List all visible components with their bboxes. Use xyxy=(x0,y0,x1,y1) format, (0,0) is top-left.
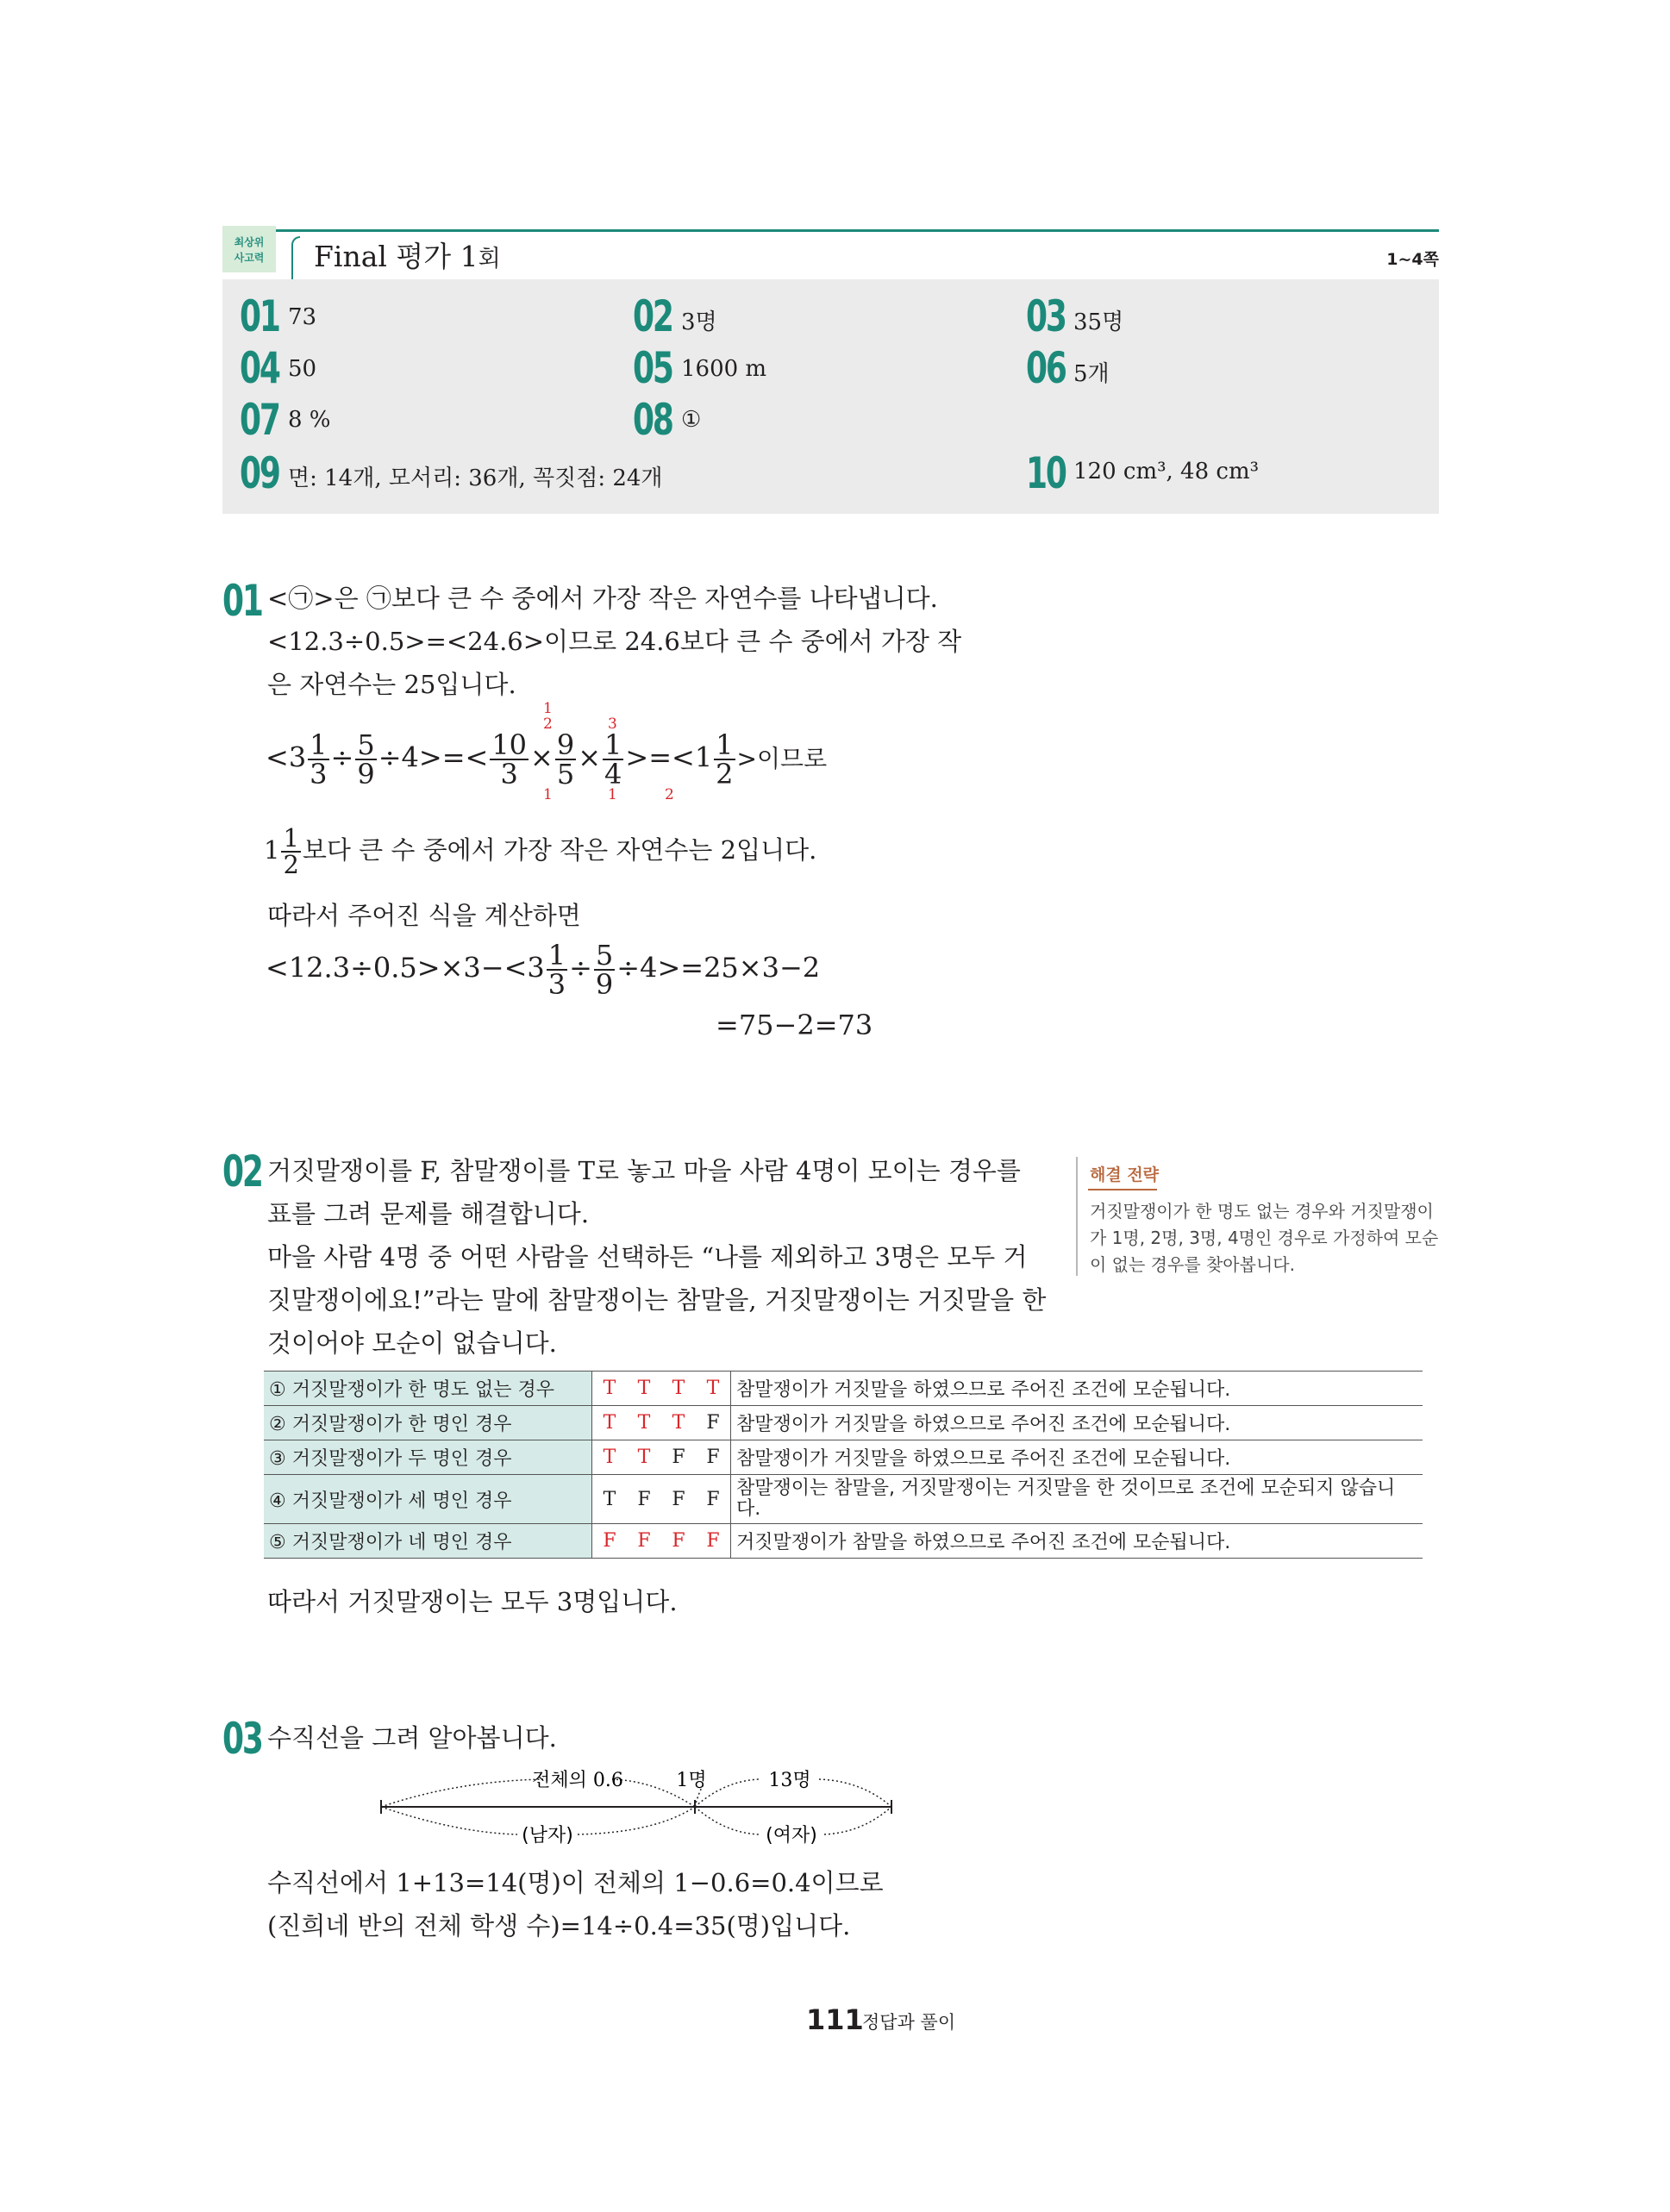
sol03-line3: (진희네 반의 전체 학생 수)=14÷0.4=35(명)입니다. xyxy=(267,1911,851,1940)
fraction: $\frac{1}{2}$ xyxy=(283,823,299,879)
label-thirteen: 13명 xyxy=(768,1770,811,1791)
label-one-person: 1명 xyxy=(676,1770,707,1791)
fraction: $\frac{1}{3}$ xyxy=(310,728,328,790)
sol03-line1: 수직선을 그려 알아봅니다. xyxy=(267,1723,557,1753)
fraction: $\frac{9}{5}$ xyxy=(556,728,575,790)
answer-value: 3명 xyxy=(681,309,717,335)
footer-label: 정답과 풀이 xyxy=(862,2012,956,2033)
answer-value: 1600 m xyxy=(681,356,767,382)
title-main: Final 평가 1 xyxy=(314,240,478,273)
sol01-calc2: =75−2=73 xyxy=(716,1009,873,1041)
cancel-mark: 2 xyxy=(665,786,674,803)
fraction: $\frac{1}{4}$ xyxy=(604,728,622,790)
solution-number: 03 xyxy=(222,1714,262,1764)
tip-text: 거짓말쟁이가 한 명도 없는 경우와 거짓말쟁이가 1명, 2명, 3명, 4명인 경우로 가정하여 모순이 없는 경우를 찾아봅니다. xyxy=(1090,1201,1439,1275)
answer-number: 08 xyxy=(633,395,672,445)
label-total-fraction: 전체의 0.6 xyxy=(532,1770,623,1791)
answer-number: 06 xyxy=(1026,343,1066,393)
sol02-conclusion: 따라서 거짓말쟁이는 모두 3명입니다. xyxy=(267,1587,678,1616)
answer-number: 07 xyxy=(240,395,279,445)
cancel-mark: 3 xyxy=(608,715,617,733)
answer-number: 04 xyxy=(240,343,279,393)
sol01-line1: <㉠>은 ㉠보다 큰 수 중에서 가장 작은 자연수를 나타냅니다. xyxy=(267,584,938,613)
answer-value: 50 xyxy=(288,356,317,382)
cancel-mark: 1 xyxy=(608,786,617,803)
answer-value: 5개 xyxy=(1073,361,1110,387)
answer-number: 10 xyxy=(1026,448,1066,498)
table-row: ④ 거짓말쟁이가 세 명인 경우 T F F F 참말쟁이는 참말을, 거짓말쟁이는 거짓말을 한 것이므로 조건에 모순되지 않습니다. xyxy=(264,1475,1423,1524)
label-male: (남자) xyxy=(522,1825,573,1846)
title-suffix: 회 xyxy=(478,246,501,272)
brand-logo: 최상위 사고력 xyxy=(222,226,276,272)
number-line-diagram xyxy=(371,1759,905,1862)
sol02-line: 마을 사람 4명 중 어떤 사람을 선택하든 “나를 제외하고 3명은 모두 거 xyxy=(267,1242,1028,1272)
answer-number: 05 xyxy=(633,343,672,393)
truth-table xyxy=(264,1371,1423,1559)
fraction: $\frac{1}{3}$ xyxy=(547,939,566,1001)
label-female: (여자) xyxy=(766,1825,817,1846)
solution-number: 01 xyxy=(222,576,262,626)
answer-number: 03 xyxy=(1026,291,1066,341)
fraction: $\frac{1}{2}$ xyxy=(716,728,734,790)
sol01-line5: 따라서 주어진 식을 계산하면 xyxy=(267,901,581,930)
table-row: ② 거짓말쟁이가 한 명인 경우 T T T F 참말쟁이가 거짓말을 하였으므로 주어진 조건에 모순됩니다. xyxy=(264,1406,1423,1440)
table-row: ⑤ 거짓말쟁이가 네 명인 경우 F F F F 거짓말쟁이가 참말을 하였으므로 주어진 조건에 모순됩니다. xyxy=(264,1524,1423,1559)
cancel-mark: 1 xyxy=(543,700,553,717)
table-row: ① 거짓말쟁이가 한 명도 없는 경우 T T T T 참말쟁이가 거짓말을 하였으므로 주어진 조건에 모순됩니다. xyxy=(264,1372,1423,1406)
page-range: 1~4쪽 xyxy=(1386,250,1439,269)
sol02-line: 표를 그려 문제를 해결합니다. xyxy=(267,1199,590,1228)
sol01-line2: <12.3÷0.5>=<24.6>이므로 24.6보다 큰 수 중에서 가장 작 xyxy=(267,627,962,656)
answer-value: 8 % xyxy=(288,407,331,433)
fraction: $\frac{5}{9}$ xyxy=(595,939,614,1001)
strategy-tip xyxy=(1076,1157,1442,1276)
answer-value: 73 xyxy=(288,304,317,330)
tip-underline xyxy=(1088,1189,1157,1190)
answer-number: 01 xyxy=(240,291,279,341)
sol02-line: 짓말쟁이에요!”라는 말에 참말쟁이는 참말을, 거짓말쟁이는 거짓말을 한 xyxy=(267,1285,1047,1315)
page-title xyxy=(314,234,501,275)
sol02-line: 거짓말쟁이를 F, 참말쟁이를 T로 놓고 마을 사람 4명이 모이는 경우를 xyxy=(267,1156,1021,1185)
cancel-mark: 1 xyxy=(543,786,553,803)
answer-number: 02 xyxy=(633,291,672,341)
sol02-line: 것이어야 모순이 없습니다. xyxy=(267,1328,557,1358)
answer-value: 면: 14개, 모서리: 36개, 꼭짓점: 24개 xyxy=(288,466,663,491)
tip-title: 해결 전략 xyxy=(1090,1165,1160,1184)
solution-number: 02 xyxy=(222,1147,262,1197)
answer-value: ① xyxy=(681,407,702,433)
sol01-line3: 은 자연수는 25입니다. xyxy=(267,670,516,699)
table-row: ③ 거짓말쟁이가 두 명인 경우 T T F F 참말쟁이가 거짓말을 하였으므로 주어진 조건에 모순됩니다. xyxy=(264,1440,1423,1475)
page-number: 111 xyxy=(806,2003,864,2036)
header-rule xyxy=(222,229,1439,232)
answer-value: 35명 xyxy=(1073,309,1124,335)
sol01-calc1: <12.3÷0.5>×3−<3 $\frac{1}{3}$ ÷ $\frac{5}{9}$ ÷4>=25×3−2 xyxy=(266,939,821,1001)
sol01-line4: 1 $\frac{1}{2}$ 보다 큰 수 중에서 가장 작은 자연수는 2입니다. xyxy=(264,823,817,879)
answer-number: 09 xyxy=(240,448,279,498)
fraction: $\frac{5}{9}$ xyxy=(357,728,375,790)
title-bracket xyxy=(291,236,300,279)
answer-value: 120 cm³, 48 cm³ xyxy=(1073,459,1260,484)
sol03-line2: 수직선에서 1+13=14(명)이 전체의 1−0.6=0.4이므로 xyxy=(267,1868,884,1897)
cancel-mark: 2 xyxy=(543,715,553,733)
fraction: $\frac{10}{3}$ xyxy=(491,728,528,790)
sol01-equation: <3 $\frac{1}{3}$ ÷ $\frac{5}{9}$ ÷4>=< $\frac{10}{3}$ × $\frac{9}{5}$ × $\frac{1}{4}$ >=<1 $\frac{1}{2}$ >이므로 xyxy=(266,728,828,790)
